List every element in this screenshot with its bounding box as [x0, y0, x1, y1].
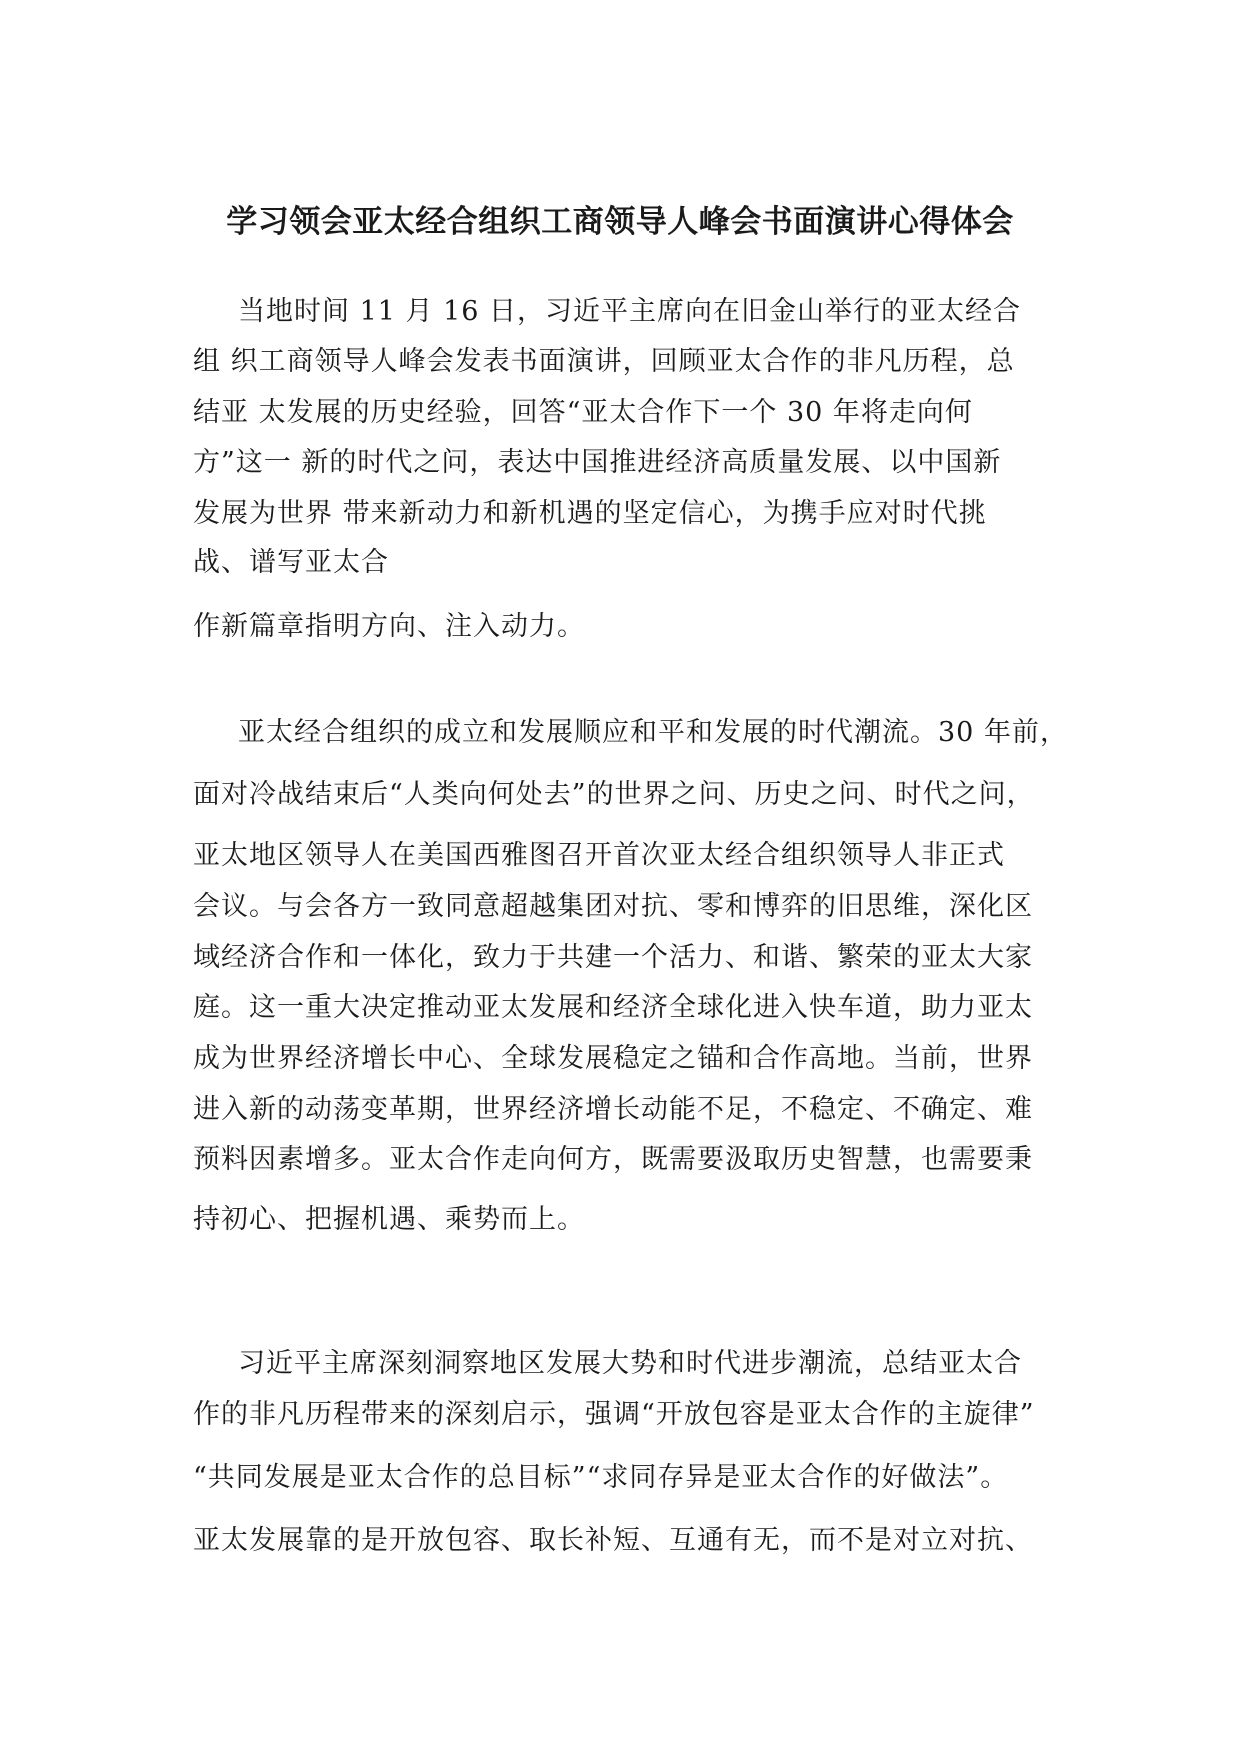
text-line: 成为世界经济增长中心、全球发展稳定之锚和合作高地。当前，世界 [193, 1043, 1033, 1074]
text-line: 作的非凡历程带来的深刻启示，强调“开放包容是亚太合作的主旋律” [193, 1399, 1035, 1430]
text-line: 战、谱写亚太合 [193, 547, 389, 578]
text-line: 习近平主席深刻洞察地区发展大势和时代进步潮流，总结亚太合 [238, 1348, 1022, 1379]
text-line: 庭。这一重大决定推动亚太发展和经济全球化进入快车道，助力亚太 [193, 992, 1033, 1023]
document-title: 学习领会亚太经合组织工商领导人峰会书面演讲心得体会 [226, 204, 1014, 240]
text-line: 方”这一 新的时代之问，表达中国推进经济高质量发展、以中国新 [193, 447, 1002, 478]
text-line: 当地时间 11 月 16 日，习近平主席向在旧金山举行的亚太经合 [238, 296, 1022, 327]
text-line: 发展为世界 带来新动力和新机遇的坚定信心，为携手应对时代挑 [193, 498, 987, 529]
text-line: 作新篇章指明方向、注入动力。 [193, 611, 585, 642]
text-line: “共同发展是亚太合作的总目标”“求同存异是亚太合作的好做法”。 [193, 1462, 1009, 1493]
text-line: 域经济合作和一体化，致力于共建一个活力、和谐、繁荣的亚太大家 [193, 942, 1033, 973]
text-line: 面对冷战结束后“人类向何处去”的世界之问、历史之问、时代之问， [193, 779, 1035, 810]
text-line: 持初心、把握机遇、乘势而上。 [193, 1204, 585, 1235]
text-line: 结亚 太发展的历史经验，回答“亚太合作下一个 30 年将走向何 [193, 397, 973, 428]
text-line: 预料因素增多。亚太合作走向何方，既需要汲取历史智慧，也需要秉 [193, 1144, 1033, 1175]
text-line: 亚太发展靠的是开放包容、取长补短、互通有无，而不是对立对抗、 [193, 1525, 1033, 1556]
text-line: 会议。与会各方一致同意超越集团对抗、零和博弈的旧思维，深化区 [193, 891, 1033, 922]
text-line: 组 织工商领导人峰会发表书面演讲，回顾亚太合作的非凡历程，总 [193, 346, 1015, 377]
text-line: 进入新的动荡变革期，世界经济增长动能不足，不稳定、不确定、难 [193, 1094, 1033, 1125]
text-line: 亚太地区领导人在美国西雅图召开首次亚太经合组织领导人非正式 [193, 840, 1005, 871]
text-line: 亚太经合组织的成立和发展顺应和平和发展的时代潮流。30 年前， [238, 717, 1068, 748]
